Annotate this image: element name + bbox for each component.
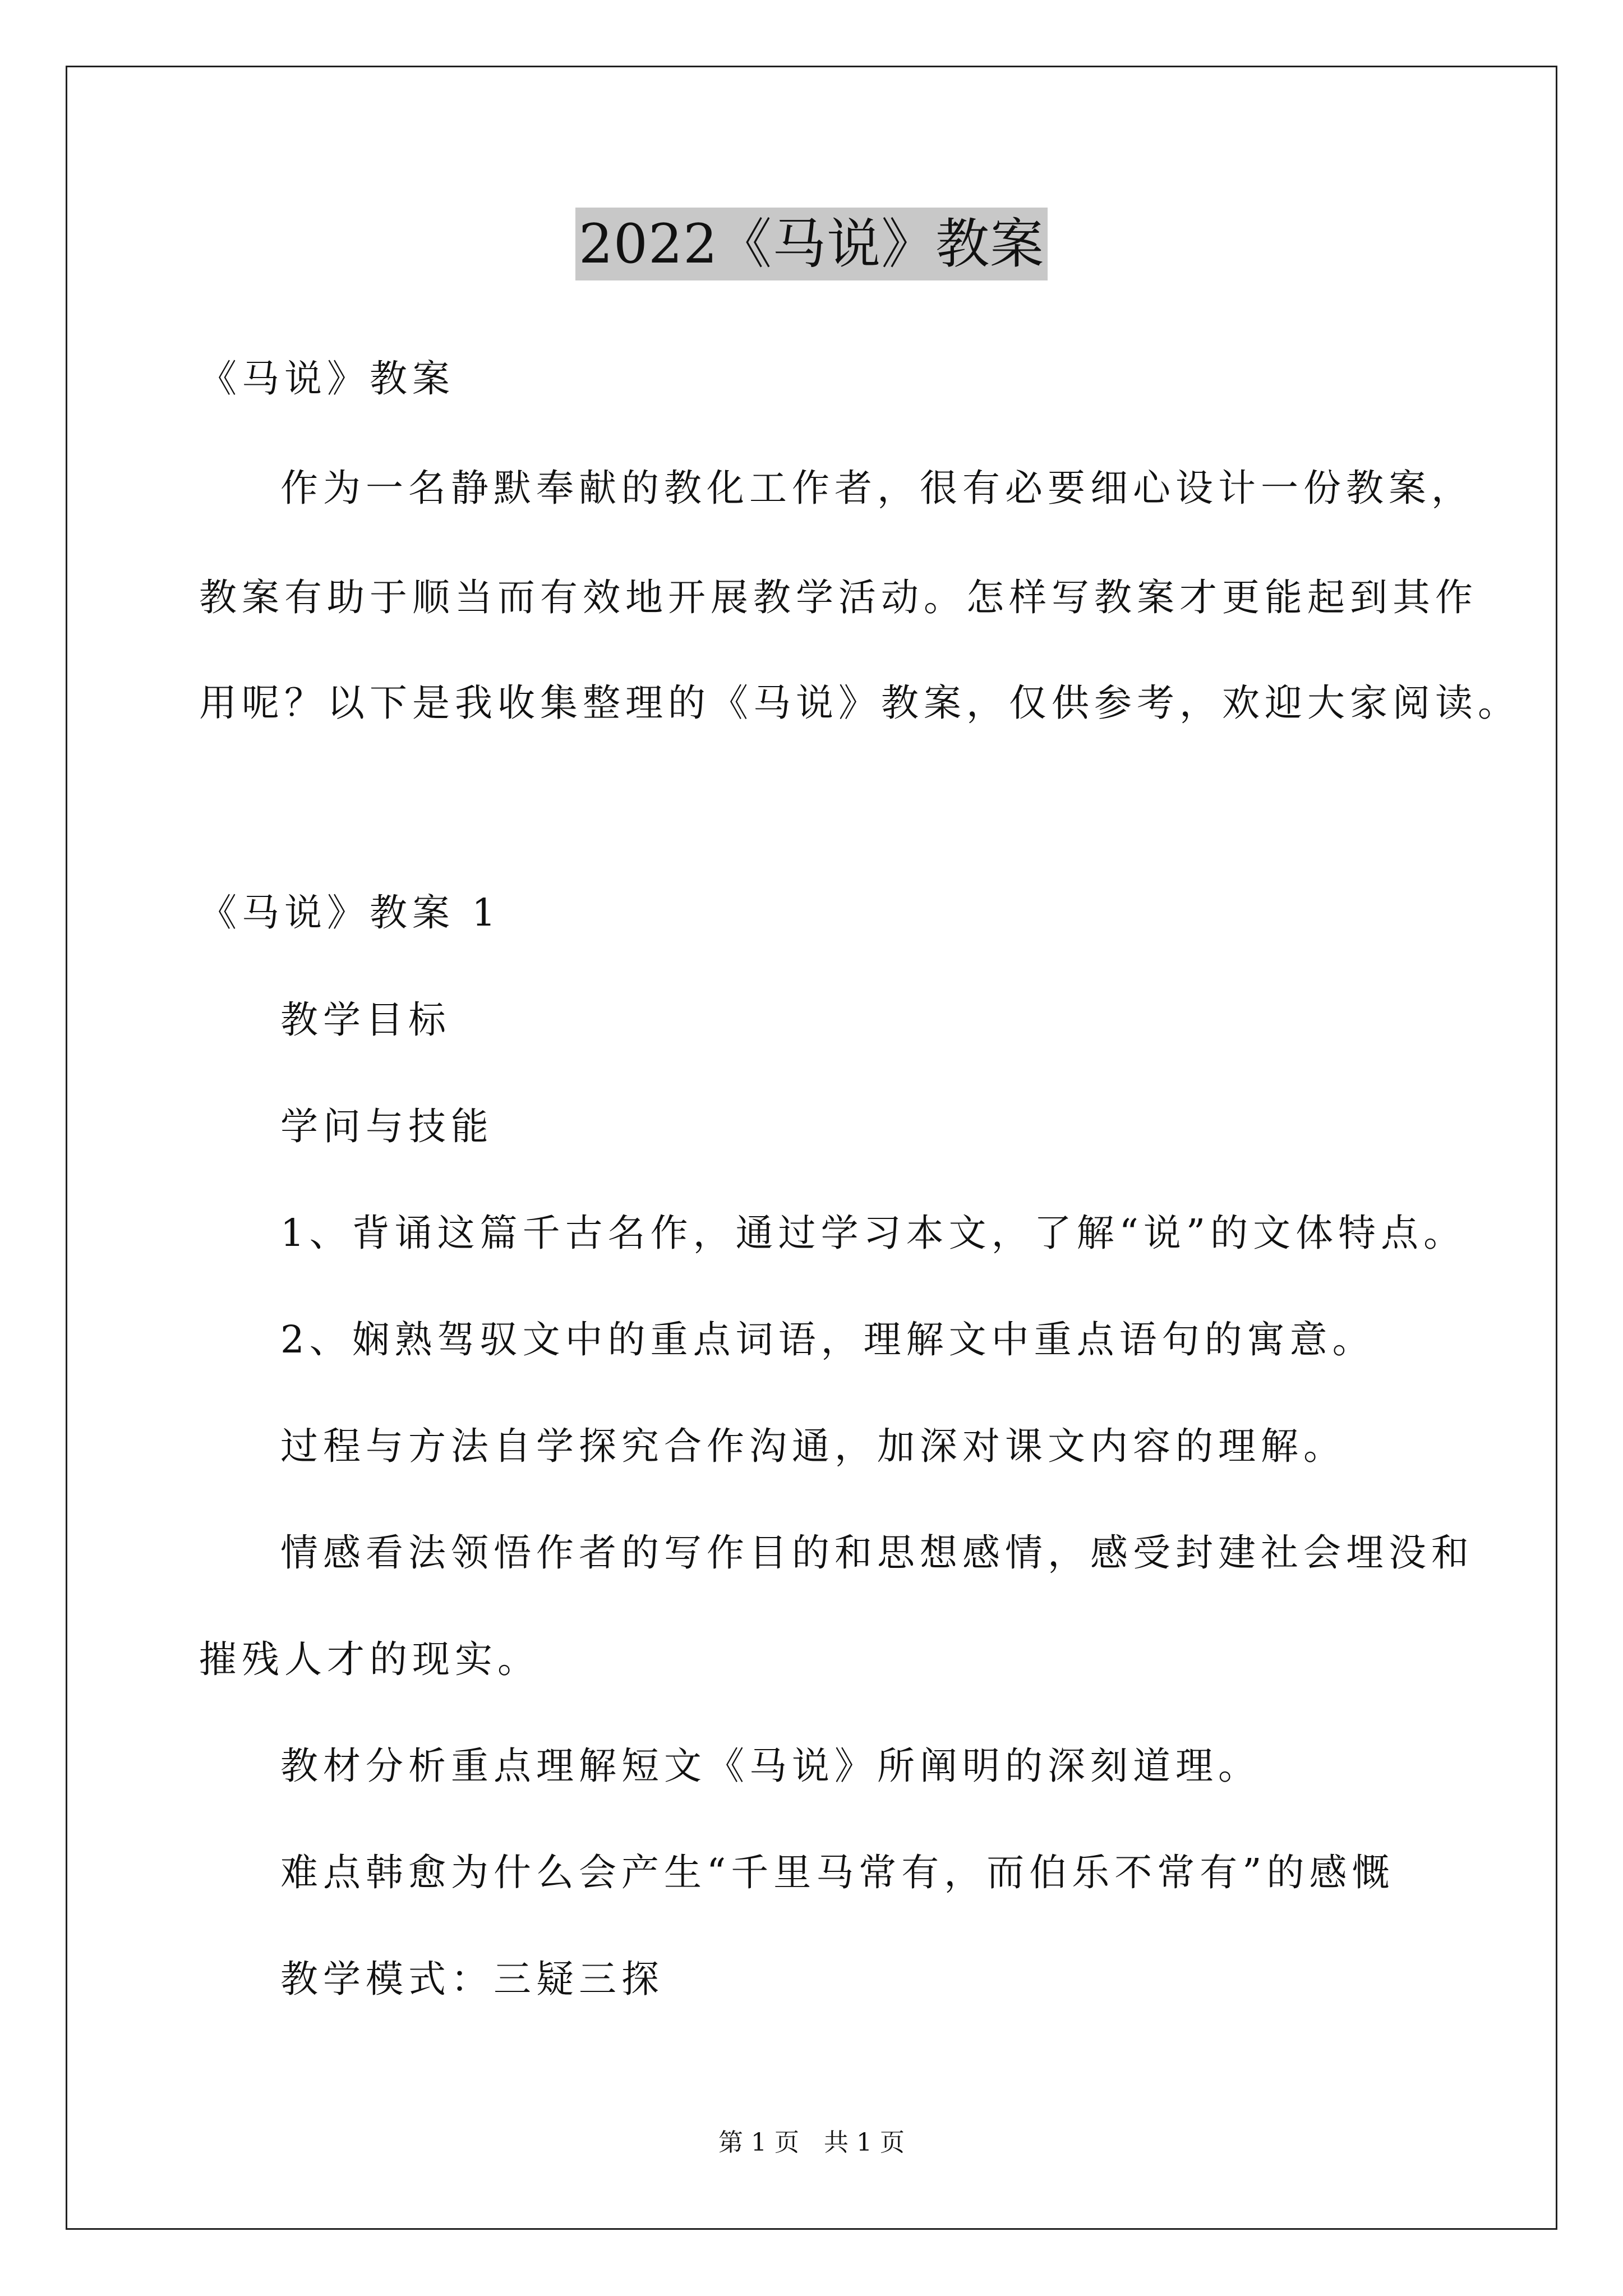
section-heading: 《马说》教案 1 — [199, 891, 501, 935]
list-item: 2、娴熟驾驭文中的重点词语，理解文中重点语句的寓意。 — [280, 1318, 1375, 1361]
paragraph-line: 难点韩愈为什么会产生“千里马常有，而伯乐不常有”的感慨 — [280, 1851, 1395, 1894]
paragraph-line: 过程与方法自学探究合作沟通，加深对课文内容的理解。 — [280, 1424, 1346, 1468]
title-container — [0, 208, 1623, 280]
paragraph-line: 情感看法领悟作者的写作目的和思想感情，感受封建社会埋没和 — [280, 1531, 1474, 1575]
page-footer: 第 1 页 共 1 页 — [718, 2128, 905, 2157]
paragraph-line: 教学模式：三疑三探 — [280, 1957, 664, 2001]
document-title: 2022《马说》教案 — [575, 208, 1048, 280]
paragraph-line: 教案有助于顺当而有效地开展教学活动。怎样写教案才更能起到其作 — [199, 576, 1478, 619]
paragraph-line: 作为一名静默奉献的教化工作者，很有必要细心设计一份教案， — [280, 466, 1474, 510]
paragraph-line: 教材分析重点理解短文《马说》所阐明的深刻道理。 — [280, 1744, 1261, 1788]
paragraph-line: 摧残人才的现实。 — [199, 1637, 540, 1681]
subheading-knowledge-skills: 学问与技能 — [280, 1105, 494, 1148]
intro-heading: 《马说》教案 — [199, 357, 455, 401]
list-item: 1、背诵这篇千古名作，通过学习本文，了解“说”的文体特点。 — [280, 1211, 1467, 1255]
subheading-teaching-goals: 教学目标 — [280, 998, 451, 1042]
paragraph-line: 用呢？以下是我收集整理的《马说》教案，仅供参考，欢迎大家阅读。 — [199, 681, 1520, 725]
